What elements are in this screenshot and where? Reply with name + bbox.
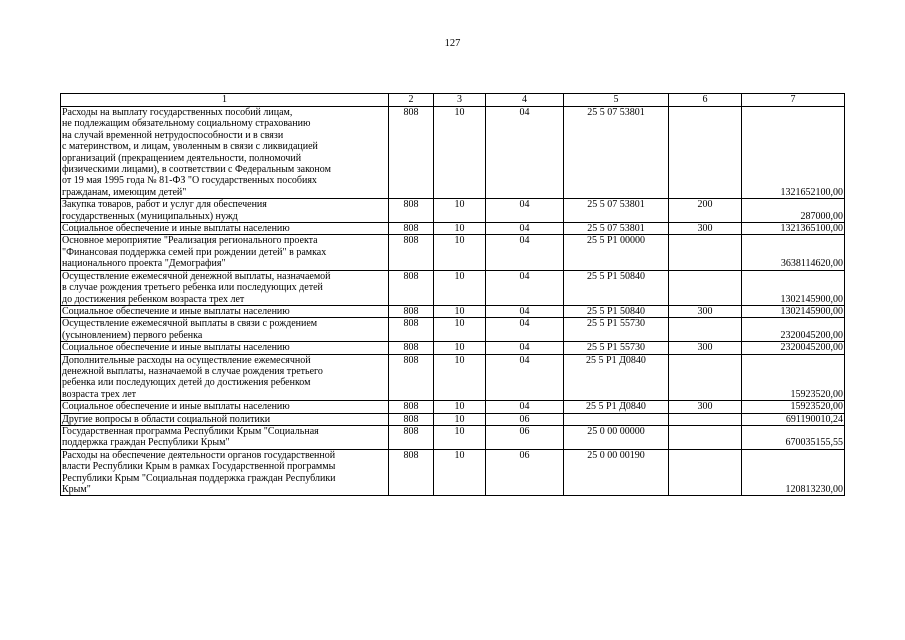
expense-type-cell	[669, 270, 742, 305]
row-name-cell	[61, 199, 389, 223]
target-article-cell: 25 5 07 53801	[564, 107, 669, 199]
subsection-cell: 06	[486, 413, 564, 425]
amount-cell: 1302145900,00	[742, 270, 845, 305]
target-article-cell: 25 5 P1 50840	[564, 305, 669, 317]
amount-cell: 670035155,55	[742, 425, 845, 449]
row-name-cell	[61, 401, 389, 413]
row-name-line: ребенка или последующих детей до достижения ребенком	[62, 377, 311, 389]
row-name-line: Государственная программа Республики Крым "Социальная	[62, 425, 319, 437]
table-row	[61, 305, 845, 317]
section-cell: 10	[434, 305, 486, 317]
expense-type-cell	[669, 318, 742, 342]
row-name-line: в случае рождения третьего ребенка или последующих детей	[62, 282, 323, 294]
amount-cell: 3638114620,00	[742, 235, 845, 270]
target-article-cell: 25 5 07 53801	[564, 199, 669, 223]
section-cell: 10	[434, 401, 486, 413]
subsection-cell: 04	[486, 270, 564, 305]
row-name-line: Расходы на обеспечение деятельности органов государственной	[62, 449, 336, 461]
row-name-cell	[61, 318, 389, 342]
expense-type-cell	[669, 235, 742, 270]
amount-cell: 15923520,00	[742, 401, 845, 413]
subsection-cell: 04	[486, 401, 564, 413]
budget-table	[60, 93, 845, 496]
row-name-cell	[61, 425, 389, 449]
subsection-cell: 04	[486, 354, 564, 401]
code-grbs-cell: 808	[389, 354, 434, 401]
expense-type-cell	[669, 354, 742, 401]
header-row	[61, 94, 845, 107]
table-row	[61, 235, 845, 270]
section-cell: 10	[434, 318, 486, 342]
row-name-line: Основное мероприятие "Реализация регионального проекта	[62, 235, 318, 247]
subsection-cell: 04	[486, 235, 564, 270]
column-header: 4	[486, 94, 564, 107]
expense-type-cell: 300	[669, 342, 742, 354]
amount-cell: 1321365100,00	[742, 223, 845, 235]
row-name-cell	[61, 270, 389, 305]
code-grbs-cell: 808	[389, 425, 434, 449]
expense-type-cell	[669, 413, 742, 425]
page-number: 127	[444, 38, 461, 49]
section-cell: 10	[434, 107, 486, 199]
section-cell: 10	[434, 413, 486, 425]
row-name-cell	[61, 449, 389, 496]
subsection-cell: 04	[486, 342, 564, 354]
row-name-line: физическими лицами), в соответствии с Федеральным законом	[62, 164, 331, 176]
row-name-cell	[61, 342, 389, 354]
row-name-cell	[61, 223, 389, 235]
section-cell: 10	[434, 425, 486, 449]
target-article-cell: 25 0 00 00000	[564, 425, 669, 449]
row-name-line: Социальное обеспечение и иные выплаты населению	[62, 342, 290, 354]
code-grbs-cell: 808	[389, 107, 434, 199]
code-grbs-cell: 808	[389, 223, 434, 235]
target-article-cell: 25 5 P1 55730	[564, 342, 669, 354]
row-name-line: власти Республики Крым в рамках Государственной программы	[62, 461, 336, 473]
code-grbs-cell: 808	[389, 199, 434, 223]
row-name-line: государственных (муниципальных) нужд	[62, 210, 238, 222]
row-name-line: не подлежащим обязательному социальному страхованию	[62, 118, 311, 130]
amount-cell: 2320045200,00	[742, 342, 845, 354]
target-article-cell: 25 5 P1 00000	[564, 235, 669, 270]
section-cell: 10	[434, 354, 486, 401]
table-row	[61, 270, 845, 305]
table-body	[61, 107, 845, 496]
column-header: 6	[669, 94, 742, 107]
table-row	[61, 449, 845, 496]
subsection-cell: 04	[486, 318, 564, 342]
row-name-line: Дополнительные расходы на осуществление ежемесячной	[62, 354, 311, 366]
section-cell: 10	[434, 235, 486, 270]
row-name-cell	[61, 305, 389, 317]
table-row	[61, 342, 845, 354]
subsection-cell: 06	[486, 449, 564, 496]
target-article-cell: 25 5 P1 50840	[564, 270, 669, 305]
row-name-line: поддержка граждан Республики Крым"	[62, 437, 230, 449]
column-header: 3	[434, 94, 486, 107]
row-name-line: национального проекта "Демография"	[62, 258, 226, 270]
row-name-line: с материнством, и лицам, уволенным в связи с ликвидацией	[62, 141, 318, 153]
subsection-cell: 04	[486, 107, 564, 199]
amount-cell: 287000,00	[742, 199, 845, 223]
row-name-cell	[61, 413, 389, 425]
code-grbs-cell: 808	[389, 270, 434, 305]
code-grbs-cell: 808	[389, 449, 434, 496]
row-name-line: Осуществление ежемесячной выплаты в связи с рождением	[62, 318, 318, 330]
section-cell: 10	[434, 223, 486, 235]
row-name-line: от 19 мая 1995 года № 81-ФЗ "О государственных пособиях	[62, 175, 317, 187]
expense-type-cell: 300	[669, 223, 742, 235]
table-row	[61, 318, 845, 342]
code-grbs-cell: 808	[389, 413, 434, 425]
row-name-line: гражданам, имеющим детей"	[62, 186, 187, 198]
row-name-line: Крым"	[62, 484, 91, 495]
code-grbs-cell: 808	[389, 342, 434, 354]
section-cell: 10	[434, 199, 486, 223]
amount-cell: 1321652100,00	[742, 107, 845, 199]
column-header: 1	[61, 94, 389, 107]
target-article-cell: 25 5 P1 Д0840	[564, 354, 669, 401]
expense-type-cell: 200	[669, 199, 742, 223]
row-name-cell	[61, 107, 389, 199]
code-grbs-cell: 808	[389, 401, 434, 413]
amount-cell: 1302145900,00	[742, 305, 845, 317]
section-cell: 10	[434, 270, 486, 305]
target-article-cell	[564, 413, 669, 425]
table-row	[61, 401, 845, 413]
column-header: 7	[742, 94, 845, 107]
target-article-cell: 25 5 07 53801	[564, 223, 669, 235]
section-cell: 10	[434, 342, 486, 354]
target-article-cell: 25 0 00 00190	[564, 449, 669, 496]
expense-type-cell	[669, 425, 742, 449]
subsection-cell: 04	[486, 305, 564, 317]
row-name-line: денежной выплаты, назначаемой в случае рождения третьего	[62, 365, 323, 377]
target-article-cell: 25 5 P1 55730	[564, 318, 669, 342]
column-header: 5	[564, 94, 669, 107]
row-name-line: Расходы на выплату государственных пособий лицам,	[62, 107, 293, 118]
code-grbs-cell: 808	[389, 235, 434, 270]
expense-type-cell: 300	[669, 401, 742, 413]
table-row	[61, 425, 845, 449]
row-name-line: (усыновлением) первого ребенка	[62, 329, 203, 341]
expense-type-cell	[669, 449, 742, 496]
code-grbs-cell: 808	[389, 318, 434, 342]
table-row	[61, 223, 845, 235]
table-row	[61, 199, 845, 223]
row-name-line: возраста трех лет	[62, 388, 137, 400]
row-name-line: "Финансовая поддержка семей при рождении детей" в рамках	[62, 246, 327, 258]
amount-cell: 120813230,00	[742, 449, 845, 496]
subsection-cell: 04	[486, 223, 564, 235]
row-name-line: Другие вопросы в области социальной политики	[62, 413, 271, 425]
row-name-line: Республики Крым "Социальная поддержка граждан Республики	[62, 472, 336, 484]
amount-cell: 2320045200,00	[742, 318, 845, 342]
column-header: 2	[389, 94, 434, 107]
subsection-cell: 04	[486, 199, 564, 223]
row-name-line: организаций (прекращением деятельности, полномочий	[62, 152, 302, 164]
row-name-line: Социальное обеспечение и иные выплаты населению	[62, 401, 290, 413]
row-name-line: Социальное обеспечение и иные выплаты населению	[62, 223, 290, 235]
amount-cell: 691190010,24	[742, 413, 845, 425]
table-row	[61, 413, 845, 425]
code-grbs-cell: 808	[389, 305, 434, 317]
expense-type-cell	[669, 107, 742, 199]
row-name-line: Осуществление ежемесячной денежной выплаты, назначаемой	[62, 270, 331, 282]
section-cell: 10	[434, 449, 486, 496]
row-name-cell	[61, 354, 389, 401]
table-row	[61, 107, 845, 199]
row-name-cell	[61, 235, 389, 270]
row-name-line: на случай временной нетрудоспособности и в связи	[62, 129, 284, 141]
amount-cell: 15923520,00	[742, 354, 845, 401]
row-name-line: Закупка товаров, работ и услуг для обеспечения	[62, 199, 267, 211]
table-row	[61, 354, 845, 401]
row-name-line: Социальное обеспечение и иные выплаты населению	[62, 305, 290, 317]
target-article-cell: 25 5 P1 Д0840	[564, 401, 669, 413]
subsection-cell: 06	[486, 425, 564, 449]
row-name-line: до достижения ребенком возраста трех лет	[62, 293, 245, 305]
expense-type-cell: 300	[669, 305, 742, 317]
